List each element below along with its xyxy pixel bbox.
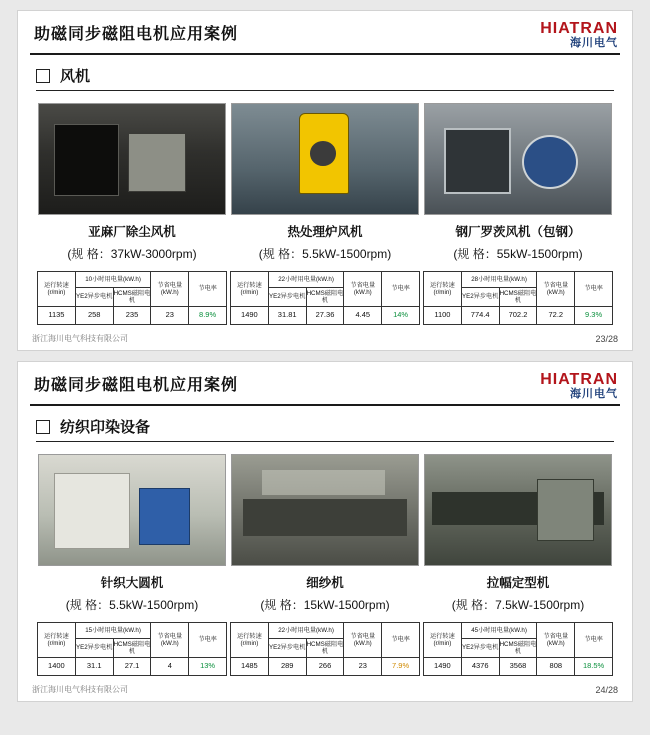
col-hcms-header: HCMS磁阻电机 <box>499 288 537 307</box>
logo-text-en: HIATRAN <box>540 20 618 37</box>
cell-saving: 23 <box>344 658 382 676</box>
square-bullet-icon <box>36 420 50 434</box>
col-group-header: 22小时用电量(kW.h) <box>268 272 344 288</box>
slide-deck <box>0 10 650 702</box>
slide-2 <box>17 361 633 702</box>
cell-saving: 72.2 <box>537 307 575 325</box>
col-speed-header: 运行转速 (r/min) <box>231 623 269 658</box>
slide-footer <box>30 333 620 344</box>
cell-saving: 23 <box>151 307 189 325</box>
cell-ye2: 31.1 <box>75 658 113 676</box>
slide-header <box>30 372 620 406</box>
energy-table <box>37 622 227 676</box>
section-divider <box>36 441 614 442</box>
equipment-name: 拉幅定型机 <box>486 576 550 590</box>
col-rate-header: 节电率 <box>382 272 420 307</box>
company-logo <box>540 372 620 400</box>
cell-rate: 14% <box>382 307 420 325</box>
cell-rate: 7.9% <box>382 658 420 676</box>
table-row <box>231 307 420 325</box>
slide-footer <box>30 684 620 695</box>
equipment-name: 细纱机 <box>306 576 344 590</box>
col-speed-header: 运行转速 (r/min) <box>38 272 76 307</box>
col-rate-header: 节电率 <box>575 272 613 307</box>
col-group-header: 28小时用电量(kW.h) <box>461 272 537 288</box>
col-rate-header: 节电率 <box>189 623 227 658</box>
col-saving-header: 节省电量 (kW.h) <box>344 272 382 307</box>
case-card <box>36 103 228 325</box>
energy-table <box>230 622 420 676</box>
col-ye2-header: YE2异步电机 <box>268 639 306 658</box>
logo-text-en: HIATRAN <box>540 371 618 388</box>
case-card-list <box>30 103 620 325</box>
table-row <box>424 658 613 676</box>
cell-saving: 4.45 <box>344 307 382 325</box>
equipment-name: 钢厂罗茨风机（包钢） <box>455 225 581 239</box>
cell-speed: 1490 <box>231 307 269 325</box>
cell-saving: 4 <box>151 658 189 676</box>
energy-table <box>423 271 613 325</box>
equipment-photo <box>231 454 419 566</box>
col-hcms-header: HCMS磁阻电机 <box>499 639 537 658</box>
equipment-spec: (规 格：37kW-3000rpm) <box>67 247 197 261</box>
col-rate-header: 节电率 <box>382 623 420 658</box>
equipment-photo <box>38 103 226 215</box>
col-ye2-header: YE2异步电机 <box>461 288 499 307</box>
col-speed-header: 运行转速 (r/min) <box>424 272 462 307</box>
slide-1 <box>17 10 633 351</box>
col-saving-header: 节省电量 (kW.h) <box>151 623 189 658</box>
cell-ye2: 774.4 <box>461 307 499 325</box>
cell-hcms: 27.36 <box>306 307 344 325</box>
section-title: 纺织印染设备 <box>60 419 151 436</box>
cell-speed: 1485 <box>231 658 269 676</box>
cell-rate: 18.5% <box>575 658 613 676</box>
cell-speed: 1135 <box>38 307 76 325</box>
equipment-name: 热处理炉风机 <box>287 225 363 239</box>
footer-company: 浙江海川电气科技有限公司 <box>32 685 128 694</box>
col-saving-header: 节省电量 (kW.h) <box>344 623 382 658</box>
equipment-photo <box>424 103 612 215</box>
equipment-photo <box>231 103 419 215</box>
col-rate-header: 节电率 <box>189 272 227 307</box>
cell-ye2: 31.81 <box>268 307 306 325</box>
cell-speed: 1490 <box>424 658 462 676</box>
equipment-name: 针织大圆机 <box>100 576 164 590</box>
slide-header <box>30 21 620 55</box>
page-number: 24/28 <box>595 685 618 695</box>
col-saving-header: 节省电量 (kW.h) <box>151 272 189 307</box>
energy-table <box>230 271 420 325</box>
col-rate-header: 节电率 <box>575 623 613 658</box>
col-ye2-header: YE2异步电机 <box>75 288 113 307</box>
col-saving-header: 节省电量 (kW.h) <box>537 623 575 658</box>
cell-rate: 13% <box>189 658 227 676</box>
equipment-photo <box>38 454 226 566</box>
col-speed-header: 运行转速 (r/min) <box>424 623 462 658</box>
case-card <box>422 454 614 676</box>
cell-hcms: 235 <box>113 307 151 325</box>
equipment-spec: (规 格：55kW-1500rpm) <box>453 247 583 261</box>
col-group-header: 15小时用电量(kW.h) <box>75 623 151 639</box>
energy-table <box>423 622 613 676</box>
cell-speed: 1100 <box>424 307 462 325</box>
cell-ye2: 258 <box>75 307 113 325</box>
col-ye2-header: YE2异步电机 <box>75 639 113 658</box>
equipment-name: 亚麻厂除尘风机 <box>88 225 176 239</box>
company-logo <box>540 21 620 49</box>
equipment-spec: (规 格：7.5kW-1500rpm) <box>451 598 585 612</box>
cell-speed: 1400 <box>38 658 76 676</box>
cell-hcms: 27.1 <box>113 658 151 676</box>
col-group-header: 22小时用电量(kW.h) <box>268 623 344 639</box>
table-row <box>38 658 227 676</box>
col-hcms-header: HCMS磁阻电机 <box>306 288 344 307</box>
page-title: 助磁同步磁阻电机应用案例 <box>34 377 239 394</box>
col-group-header: 45小时用电量(kW.h) <box>461 623 537 639</box>
cell-hcms: 702.2 <box>499 307 537 325</box>
table-row <box>38 307 227 325</box>
table-row <box>231 658 420 676</box>
col-group-header: 10小时用电量(kW.h) <box>75 272 151 288</box>
cell-ye2: 4376 <box>461 658 499 676</box>
energy-table <box>37 271 227 325</box>
cell-ye2: 289 <box>268 658 306 676</box>
section-title: 风机 <box>60 68 91 85</box>
table-row <box>424 307 613 325</box>
cell-rate: 8.9% <box>189 307 227 325</box>
cell-hcms: 3568 <box>499 658 537 676</box>
col-ye2-header: YE2异步电机 <box>461 639 499 658</box>
page-number: 23/28 <box>595 334 618 344</box>
col-speed-header: 运行转速 (r/min) <box>38 623 76 658</box>
col-hcms-header: HCMS磁阻电机 <box>113 639 151 658</box>
cell-rate: 9.3% <box>575 307 613 325</box>
equipment-spec: (规 格：5.5kW-1500rpm) <box>65 598 199 612</box>
case-card <box>422 103 614 325</box>
case-card-list <box>30 454 620 676</box>
col-hcms-header: HCMS磁阻电机 <box>113 288 151 307</box>
footer-company: 浙江海川电气科技有限公司 <box>32 334 128 343</box>
col-speed-header: 运行转速 (r/min) <box>231 272 269 307</box>
section-divider <box>36 90 614 91</box>
equipment-spec: (规 格：5.5kW-1500rpm) <box>258 247 392 261</box>
section-heading <box>36 416 620 437</box>
col-ye2-header: YE2异步电机 <box>268 288 306 307</box>
case-card <box>229 103 421 325</box>
logo-text-cn: 海川电气 <box>570 37 618 49</box>
col-hcms-header: HCMS磁阻电机 <box>306 639 344 658</box>
case-card <box>229 454 421 676</box>
cell-hcms: 266 <box>306 658 344 676</box>
equipment-spec: (规 格：15kW-1500rpm) <box>260 598 390 612</box>
logo-text-cn: 海川电气 <box>570 388 618 400</box>
equipment-photo <box>424 454 612 566</box>
section-heading <box>36 65 620 86</box>
case-card <box>36 454 228 676</box>
cell-saving: 808 <box>537 658 575 676</box>
col-saving-header: 节省电量 (kW.h) <box>537 272 575 307</box>
square-bullet-icon <box>36 69 50 83</box>
page-title: 助磁同步磁阻电机应用案例 <box>34 26 239 43</box>
